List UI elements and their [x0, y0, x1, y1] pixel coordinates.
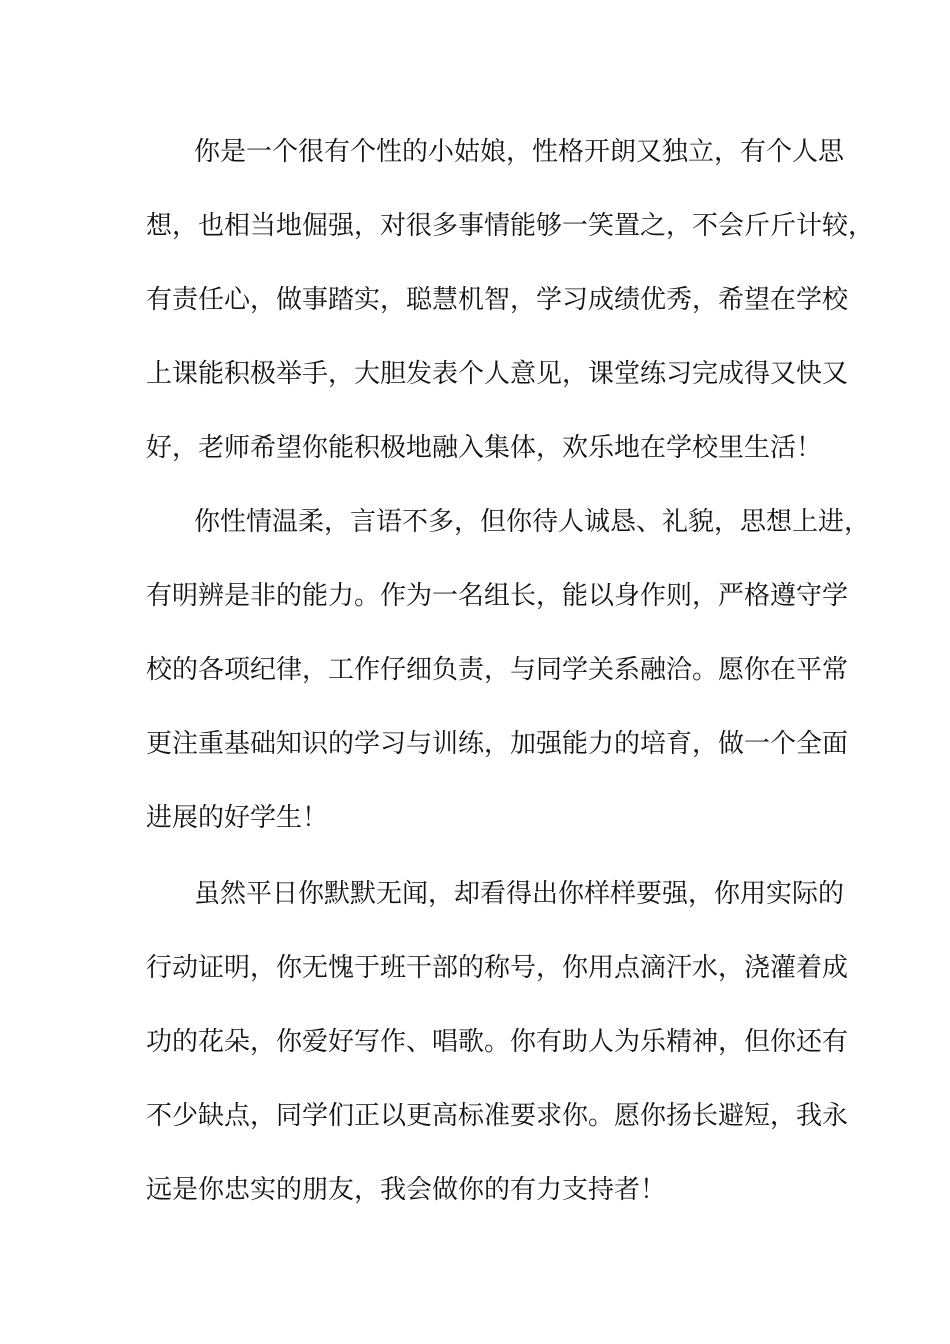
paragraph-2-line-2: 有明辨是非的能力。作为一名组长，能以身作则，严格遵守学 — [146, 581, 849, 611]
paragraph-3-line-2: 行动证明，你无愧于班干部的称号，你用点滴汗水，浇灌着成 — [146, 953, 849, 983]
paragraph-2-line-1: 你性情温柔，言语不多，但你待人诚恳、礼貌，思想上进， — [194, 507, 871, 537]
paragraph-3-line-1: 虽然平日你默默无闻，却看得出你样样要强，你用实际的 — [194, 879, 845, 909]
paragraph-1-line-1: 你是一个很有个性的小姑娘，性格开朗又独立，有个人思 — [194, 137, 845, 167]
paragraph-1-line-2: 想，也相当地倔强，对很多事情能够一笑置之，不会斤斤计较， — [146, 211, 875, 241]
paragraph-1-line-3: 有责任心，做事踏实，聪慧机智，学习成绩优秀，希望在学校 — [146, 285, 849, 315]
paragraph-2-line-4: 更注重基础知识的学习与训练，加强能力的培育，做一个全面 — [146, 729, 849, 759]
paragraph-3-line-4: 不少缺点，同学们正以更高标准要求你。愿你扬长避短，我永 — [146, 1101, 849, 1131]
paragraph-3-line-5: 远是你忠实的朋友，我会做你的有力支持者！ — [146, 1175, 667, 1205]
paragraph-2-line-5: 进展的好学生！ — [146, 803, 329, 833]
paragraph-1-line-5: 好，老师希望你能积极地融入集体，欢乐地在学校里生活！ — [146, 433, 823, 463]
paragraph-3-line-3: 功的花朵，你爱好写作、唱歌。你有助人为乐精神，但你还有 — [146, 1027, 849, 1057]
paragraph-1-line-4: 上课能积极举手，大胆发表个人意见，课堂练习完成得又快又 — [146, 359, 849, 389]
paragraph-2-line-3: 校的各项纪律，工作仔细负责，与同学关系融洽。愿你在平常 — [146, 655, 849, 685]
